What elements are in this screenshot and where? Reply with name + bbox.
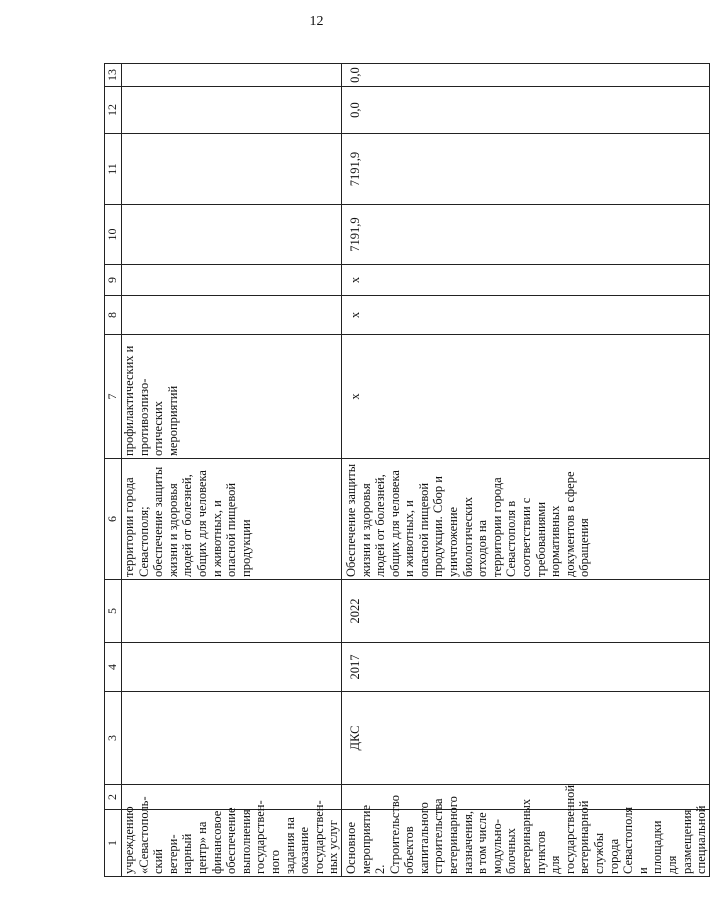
- rotated-table-container: [104, 67, 709, 877]
- header-col-13: 13: [105, 64, 122, 87]
- row2-col-3: ДКС: [341, 692, 709, 785]
- row1-col-11: [122, 134, 342, 205]
- row1-col-1: учреждению «Севастополь-ский ветери-нарный центр» на финансовое обеспечение выполнения государствен-ного задания на оказание государствен-ных услуг: [122, 810, 342, 877]
- row1-col-7: профилактических и противоэпизо-отических мероприятий: [122, 335, 342, 459]
- header-col-5: 5: [105, 580, 122, 643]
- row1-col-8: [122, 296, 342, 335]
- row2-col-13: 0,0: [341, 64, 709, 87]
- row2-col-7: х: [341, 335, 709, 459]
- table-row-2: [341, 64, 709, 877]
- row1-col-6: территории города Севастополя; обеспечение защиты жизни и здоровья людей от болезней, общих для человека и животных, и опасной пищевой продукции: [122, 459, 342, 580]
- row2-col-10: 7191,9: [341, 205, 709, 265]
- row1-col-3: [122, 692, 342, 785]
- row2-col-9: х: [341, 265, 709, 296]
- header-col-12: 12: [105, 87, 122, 134]
- header-col-9: 9: [105, 265, 122, 296]
- header-col-3: 3: [105, 692, 122, 785]
- header-col-11: 11: [105, 134, 122, 205]
- row1-col-4: [122, 643, 342, 692]
- table-row-1: [122, 64, 342, 877]
- row1-col-5: [122, 580, 342, 643]
- row2-col-4: 2017: [341, 643, 709, 692]
- header-col-4: 4: [105, 643, 122, 692]
- row2-col-8: х: [341, 296, 709, 335]
- row2-col-6: Обеспечение защиты жизни и здоровья людей от болезней, общих для человека и животных, и опасной пищевой продукции. Сбор и уничтожение биологических отходов на территории города Севастополя в соответствии с требованиями нормативных документов в сфере обращения: [341, 459, 709, 580]
- row2-col-1: Основное мероприятие 2. Строительство объектов капитального строительства ветеринарного назначения, в том числе модульно-блочных ветеринарных пунктов для государственной ветеринарной службы города Севастополя и площадки для размещения специальной: [341, 810, 709, 877]
- program-table: [104, 63, 710, 877]
- row1-col-13: [122, 64, 342, 87]
- header-col-8: 8: [105, 296, 122, 335]
- header-col-6: 6: [105, 459, 122, 580]
- row2-col-12: 0,0: [341, 87, 709, 134]
- header-col-10: 10: [105, 205, 122, 265]
- row1-col-9: [122, 265, 342, 296]
- header-col-7: 7: [105, 335, 122, 459]
- row1-col-10: [122, 205, 342, 265]
- row2-col-5: 2022: [341, 580, 709, 643]
- header-row: [105, 64, 122, 877]
- header-col-2: 2: [105, 785, 122, 810]
- row1-col-2: [122, 785, 342, 810]
- row2-col-11: 7191,9: [341, 134, 709, 205]
- row1-col-12: [122, 87, 342, 134]
- page-number: 12: [309, 14, 324, 29]
- header-col-1: 1: [105, 810, 122, 877]
